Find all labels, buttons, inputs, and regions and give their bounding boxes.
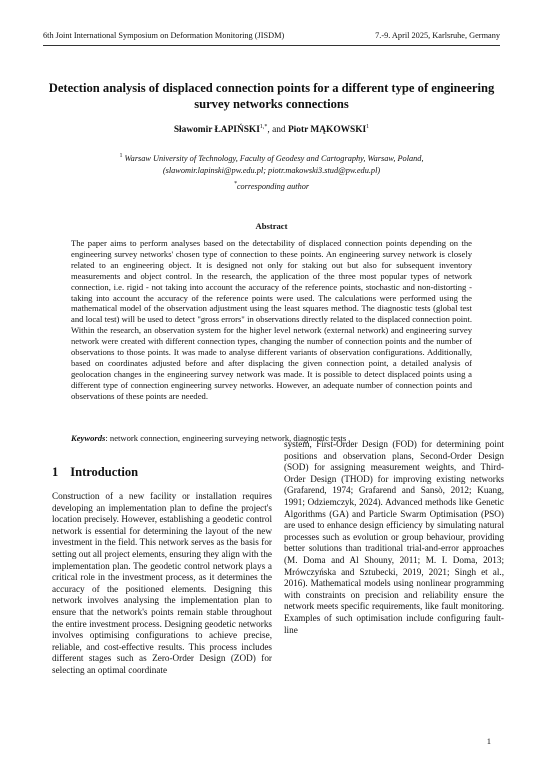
- affiliation-line: Warsaw University of Technology, Faculty of Geodesy and Cartography, Warsaw, Poland,: [124, 153, 424, 163]
- header-conference: 6th Joint International Symposium on Deformation Monitoring (JISDM): [43, 31, 285, 40]
- section-title: Introduction: [70, 465, 139, 479]
- page-number: 1: [486, 736, 491, 746]
- author-name: Piotr MĄKOWSKI: [287, 125, 367, 136]
- affiliation: [60, 150, 483, 177]
- body-column-left: Construction of a new facility or installation requires developing an implementation plan to define the project's location precisely. However, establishing a geodetic control network is essential for determining the layout of the new investment in the field. This network serves as the basis for setting out all project elements, ensuring they align with the implementation plan. The geodetic control network plays a critical role in the investment process, as it determines the accuracy of the positioned elements. Designing this network involves analysing the implementation plan to ensure that the network's points remain stable throughout the entire investment process. Designing geodetic networks involves optimising configurations to achieve precise, reliable, and cost-effective results. This process includes different stages such as Zero-Order Design (ZOD) for selecting an optimal coordinate: [52, 491, 272, 675]
- author-superscript: 1: [366, 124, 370, 130]
- keywords-text: : network connection, engineering surveying network, diagnostic tests: [105, 433, 347, 443]
- keywords-label: Keywords: [71, 433, 106, 443]
- body-column-right: system, First-Order Design (FOD) for determining point positions and observation plans, Second-Order Design (SOD) for assigning measurement weights, and Third-Order Design (THOD) for improving existing networks (Grafarend, 1974; Grafarend and Sansò, 2012; Kuang, 1991; Odziemczyk, 2024). Advanced methods like Genetic Algorithms (GA) and Particle Swarm Optimisation (PSO) are used to enhance design efficiency by simulating natural processes such as evolution or group behaviour, providing better solutions than traditional trial-and-error approaches (M. Doma and Al Shouny, 2011; M. I. Doma, 2013; Mrówczyńska and Sztubecki, 2019, 2021; Singh et al., 2016). Mathematical models using nonlinear programming with constraints on precision and reliability ensure the network meets specific requirements, like fault monitoring. Examples of such optimisation include configuring fault-line: [284, 439, 504, 635]
- author-separator: , and: [267, 125, 288, 136]
- section-heading: [52, 465, 138, 480]
- section-number: 1: [52, 465, 59, 479]
- author-superscript: 1,*: [259, 124, 268, 130]
- corresponding-note: [40, 181, 503, 191]
- running-header: [43, 31, 500, 46]
- header-date-location: 7.-9. April 2025, Karlsruhe, Germany: [375, 31, 500, 40]
- abstract-heading: Abstract: [255, 221, 288, 231]
- abstract-body: The paper aims to perform analyses based on the detectability of displaced connection points depending on the engineering survey networks' chosen type of connection to these points. An engineering survey network is closely related to an engineering object. It is designed not only for staking out but also for subsequent inventory measurements and object control. In the research, the application of the three most popular types of network connection, i.e. rigid - not taking into account the accuracy of the reference points, stochastic and non-distorting - taking into account the accuracy of the reference points were used. The calculations were performed using the mathematical model of the observation adjustment using the least squares method. The diagnostic tests (global test and local test) will be used to detect "gross errors" in observations directly related to the displaced connection point. Within the research, an observation system for the higher level network (external network) and engineering survey network were created with different connection types, changing the number of connection points and the number of observations to those points. It was made to analyse different variants of observation configurations. Additionally, based on coordinates adjusted before and after displacing the given connection point, a detailed analysis of geolocation changes in the engineering survey network was made. It is possible to detect displaced points using a different type of connection engineering survey networks. However, an adequate number of connection points and observations of these points are needed.: [71, 238, 472, 401]
- paper-title: Detection analysis of displaced connection points for a different type of engineering survey networks connections: [48, 81, 495, 111]
- author-name: Sławomir ŁAPIŃSKI: [173, 125, 260, 136]
- affiliation-superscript: 1: [119, 153, 123, 159]
- corresponding-text: corresponding author: [236, 181, 310, 191]
- author-list: [40, 124, 503, 135]
- corresponding-marker: *: [233, 181, 237, 187]
- affiliation-emails: (slawomir.lapinski@pw.edu.pl; piotr.makowski3.stud@pw.edu.pl): [162, 165, 381, 175]
